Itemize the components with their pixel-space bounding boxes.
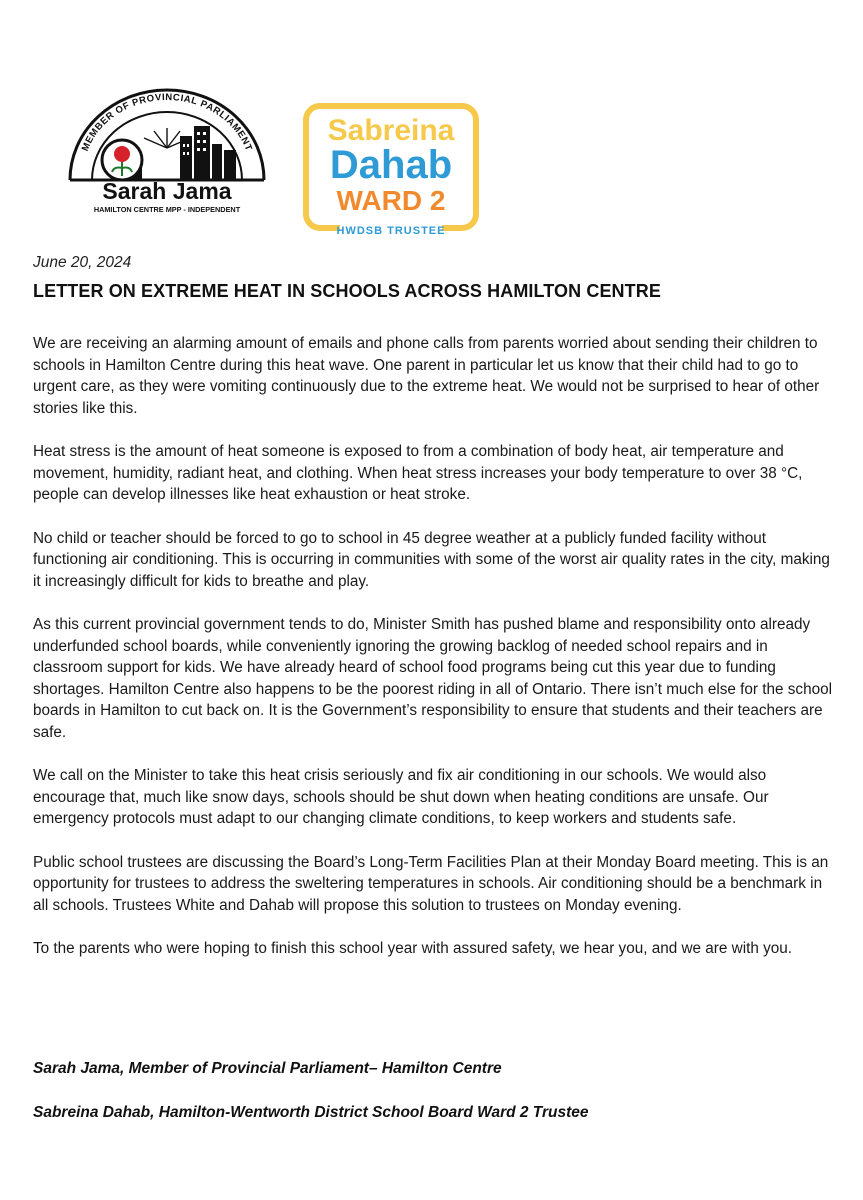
paragraph-7: To the parents who were hoping to finish this school year with assured safety, we hear you, and we are with you. [33,940,793,957]
sarah-jama-logo [62,88,272,218]
sabreina-dahab-logo [300,102,482,242]
paragraph-3: No child or teacher should be forced to go to school in 45 degree weather at a publicly funded facility without functioning air conditioning. This is occurring in communities with some of the worst air quality rates in the city, making it increasingly difficult for kids to breathe and play. [33,529,830,590]
svg-text:HWDSB TRUSTEE: HWDSB TRUSTEE [336,225,446,237]
svg-text:HAMILTON CENTRE MPP - INDEPEND: HAMILTON CENTRE MPP - INDEPENDENT [93,205,241,214]
paragraph-6: Public school trustees are discussing the Board’s Long-Term Facilities Plan at their Monday Board meeting. This is an opportunity for trustees to address the sweltering temperatures in schools. Air conditioning should be a benchmark in all schools. Trustees White and Dahab will propose this solution to trustees on Monday evening. [33,853,829,914]
svg-text:MEMBER OF PROVINCIAL PARLIAMEN: MEMBER OF PROVINCIAL PARLIAMENT [79,91,255,153]
svg-text:Sabreina: Sabreina [327,114,455,147]
signature-sabreina-dahab: Sabreina Dahab, Hamilton-Wentworth District School Board Ward 2 Trustee [33,1104,589,1121]
svg-text:Sarah Jama: Sarah Jama [102,178,232,204]
signature-sarah-jama: Sarah Jama, Member of Provincial Parliament– Hamilton Centre [33,1060,502,1077]
letter-title: LETTER ON EXTREME HEAT IN SCHOOLS ACROSS HAMILTON CENTRE [33,281,661,301]
paragraph-2: Heat stress is the amount of heat someone is exposed to from a combination of body heat, air temperature and movement, humidity, radiant heat, and clothing. When heat stress increases your body temperature to over 38 °C, people can develop illnesses like heat exhaustion or heat stroke. [33,443,803,503]
svg-text:Dahab: Dahab [329,143,453,187]
svg-text:WARD 2: WARD 2 [336,185,446,216]
letter-body [33,333,833,982]
paragraph-1: We are receiving an alarming amount of emails and phone calls from parents worried about sending their children to schools in Hamilton Centre during this heat wave. One parent in particular let us know that their child had to go to urgent care, as they were vomiting continuously due to the extreme heat. We would not be surprised to hear of other stories like this. [33,335,820,417]
paragraph-4: As this current provincial government tends to do, Minister Smith has pushed blame and responsibility onto already underfunded school boards, while conveniently ignoring the growing backlog of needed school repairs and in classroom support for kids. We have already heard of school food programs being cut this year due to funding shortages. Hamilton Centre also happens to be the poorest riding in all of Ontario. There isn’t much else for the school boards in Hamilton to cut back on. It is the Government’s responsibility to ensure that students and their teachers are safe. [33,616,832,741]
paragraph-5: We call on the Minister to take this heat crisis seriously and fix air conditioning in our schools. We would also encourage that, much like snow days, schools should be shut down when heating conditions are unsafe. Our emergency protocols must adapt to our changing climate conditions, to keep workers and students safe. [33,767,769,827]
letter-date: June 20, 2024 [33,254,132,271]
